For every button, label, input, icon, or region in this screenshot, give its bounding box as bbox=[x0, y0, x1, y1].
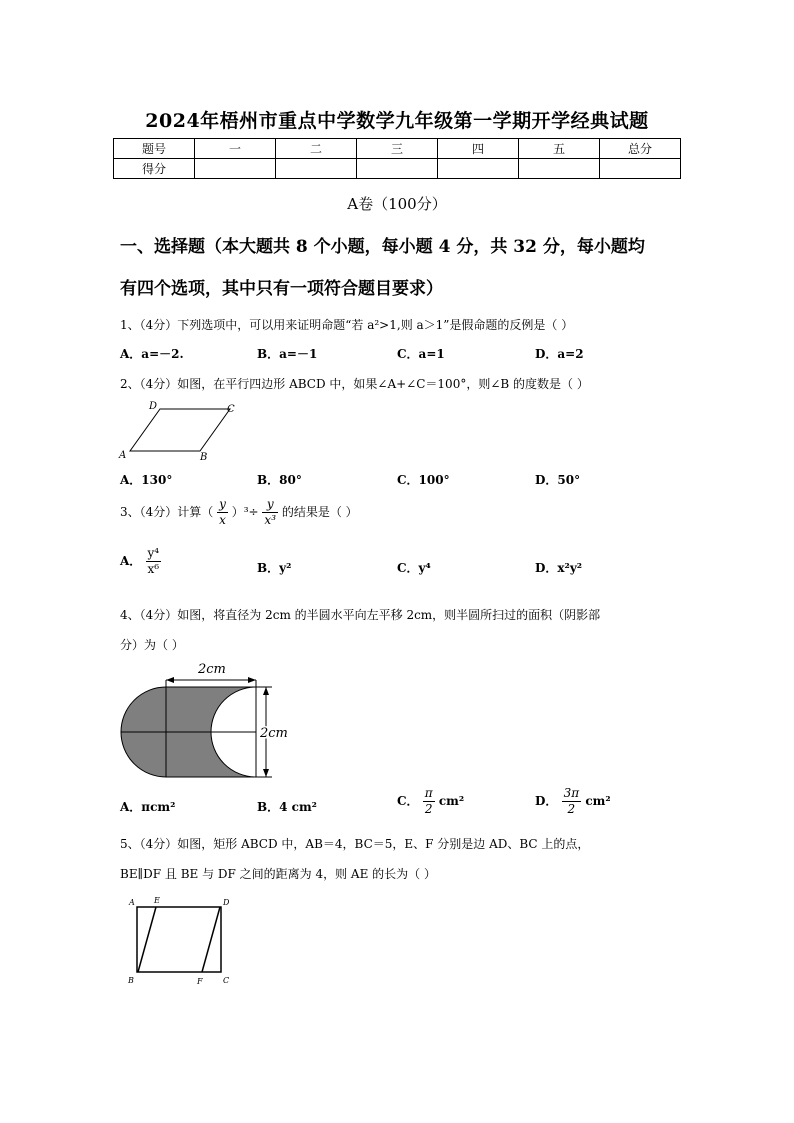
q4-option-d-num: 3π bbox=[563, 786, 580, 800]
q5-stem-line1: 5、（4分）如图，矩形 ABCD 中，AB＝4，BC＝5，E、F 分别是边 AD、BC 上的点， bbox=[120, 837, 590, 851]
exam-title: 2024年梧州市重点中学数学九年级第一学期开学经典试题 bbox=[145, 110, 649, 132]
q3-option-a[interactable] bbox=[120, 546, 161, 577]
section-heading-line1: 一、选择题（本大题共 8 个小题，每小题 4 分，共 32 分，每小题均 bbox=[120, 237, 645, 257]
figure-label-d: D bbox=[149, 401, 158, 412]
score-cell[interactable] bbox=[195, 159, 276, 179]
score-cell[interactable] bbox=[357, 159, 438, 179]
score-table-header-row bbox=[114, 139, 681, 159]
q4-option-c-num: π bbox=[424, 786, 433, 800]
q3-option-a-num: y⁴ bbox=[147, 546, 160, 560]
q1-option-d[interactable]: D．a=2 bbox=[535, 347, 584, 361]
rectangle-figure bbox=[124, 893, 236, 988]
q4-option-c-den: 2 bbox=[424, 802, 433, 816]
score-header-cell: 题号 bbox=[114, 139, 195, 159]
figure-label-a: A bbox=[129, 898, 135, 907]
figure-label-c: C bbox=[223, 976, 230, 985]
paper-a-heading: A卷（100分） bbox=[347, 195, 447, 213]
score-table bbox=[113, 138, 681, 179]
q3-mid: ）³÷ bbox=[231, 505, 259, 519]
q3-option-b[interactable]: B．y² bbox=[257, 561, 292, 575]
q4-stem-line2: 分）为（ ） bbox=[120, 638, 184, 652]
q4-option-d-fraction bbox=[562, 786, 582, 817]
q3-option-a-label: A． bbox=[120, 554, 142, 568]
semicircle-translation-figure bbox=[118, 655, 298, 785]
q2-option-c[interactable]: C．100° bbox=[397, 473, 450, 487]
q1-stem: 1、（4分）下列选项中，可以用来证明命题“若 a²>1,则 a＞1”是假命题的反例是（ ） bbox=[120, 318, 574, 332]
section-heading-line2: 有四个选项，其中只有一项符合题目要求） bbox=[120, 279, 443, 299]
q3-fraction-1 bbox=[217, 497, 228, 528]
q2-option-d[interactable]: D．50° bbox=[535, 473, 581, 487]
q4-option-a[interactable]: A．πcm² bbox=[120, 800, 176, 814]
q4-option-c-fraction bbox=[423, 786, 435, 817]
q3-option-d[interactable]: D．x²y² bbox=[535, 561, 583, 575]
score-header-cell: 四 bbox=[438, 139, 519, 159]
q1-option-c[interactable]: C．a=1 bbox=[397, 347, 445, 361]
q2-stem: 2、（4分）如图，在平行四边形 ABCD 中，如果∠A+∠C＝100°，则∠B 的度数是（ ） bbox=[120, 377, 589, 391]
q5-stem-line2: BE∥DF 且 BE 与 DF 之间的距离为 4，则 AE 的长为（ ） bbox=[120, 867, 436, 881]
score-table-score-row bbox=[114, 159, 681, 179]
q3-suffix: 的结果是（ ） bbox=[281, 505, 358, 519]
figure-label-d: D bbox=[223, 898, 230, 907]
q2-option-b[interactable]: B．80° bbox=[257, 473, 302, 487]
figure-label-e: E bbox=[154, 896, 160, 905]
q4-option-d-unit: cm² bbox=[585, 794, 611, 808]
score-cell[interactable] bbox=[600, 159, 681, 179]
q2-option-a[interactable]: A．130° bbox=[120, 473, 173, 487]
right-dimension-label: 2cm bbox=[260, 726, 288, 741]
q1-option-a[interactable]: A．a=－2. bbox=[120, 347, 184, 361]
figure-label-f: F bbox=[197, 977, 203, 986]
score-row-label: 得分 bbox=[114, 159, 195, 179]
q3-prefix: 3、（4分）计算（ bbox=[120, 505, 214, 519]
figure-label-b: B bbox=[128, 976, 134, 985]
figure-label-c: C bbox=[227, 404, 235, 415]
score-header-cell: 五 bbox=[519, 139, 600, 159]
q4-option-c[interactable] bbox=[397, 786, 464, 817]
q3-option-c[interactable]: C．y⁴ bbox=[397, 561, 431, 575]
score-cell[interactable] bbox=[438, 159, 519, 179]
q1-option-b[interactable]: B．a=－1 bbox=[257, 347, 318, 361]
score-header-cell: 三 bbox=[357, 139, 438, 159]
q4-stem-line1: 4、（4分）如图，将直径为 2cm 的半圆水平向左平移 2cm，则半圆所扫过的面积（阴影部 bbox=[120, 608, 601, 622]
q3-fraction-2 bbox=[262, 497, 278, 528]
q4-option-b[interactable]: B．4 cm² bbox=[257, 800, 317, 814]
q4-option-d-den: 2 bbox=[567, 802, 576, 816]
q4-option-d-label: D． bbox=[535, 794, 558, 808]
score-cell[interactable] bbox=[519, 159, 600, 179]
figure-label-a: A bbox=[119, 450, 127, 461]
q4-option-d[interactable] bbox=[535, 786, 611, 817]
score-cell[interactable] bbox=[276, 159, 357, 179]
q3-stem bbox=[120, 497, 358, 528]
q3-frac2-den: x³ bbox=[264, 513, 276, 527]
q3-option-a-den: x⁶ bbox=[147, 562, 160, 576]
score-header-cell: 一 bbox=[195, 139, 276, 159]
figure-label-b: B bbox=[200, 452, 208, 463]
q3-frac1-den: x bbox=[219, 513, 226, 527]
score-header-cell: 二 bbox=[276, 139, 357, 159]
q4-option-c-label: C． bbox=[397, 794, 419, 808]
parallelogram-figure bbox=[118, 398, 248, 464]
q3-frac1-num: y bbox=[219, 497, 226, 511]
q4-option-c-unit: cm² bbox=[438, 794, 465, 808]
score-header-cell: 总分 bbox=[600, 139, 681, 159]
top-dimension-label: 2cm bbox=[198, 662, 226, 677]
q3-frac2-num: y bbox=[262, 497, 278, 513]
q3-option-a-fraction bbox=[146, 546, 162, 577]
